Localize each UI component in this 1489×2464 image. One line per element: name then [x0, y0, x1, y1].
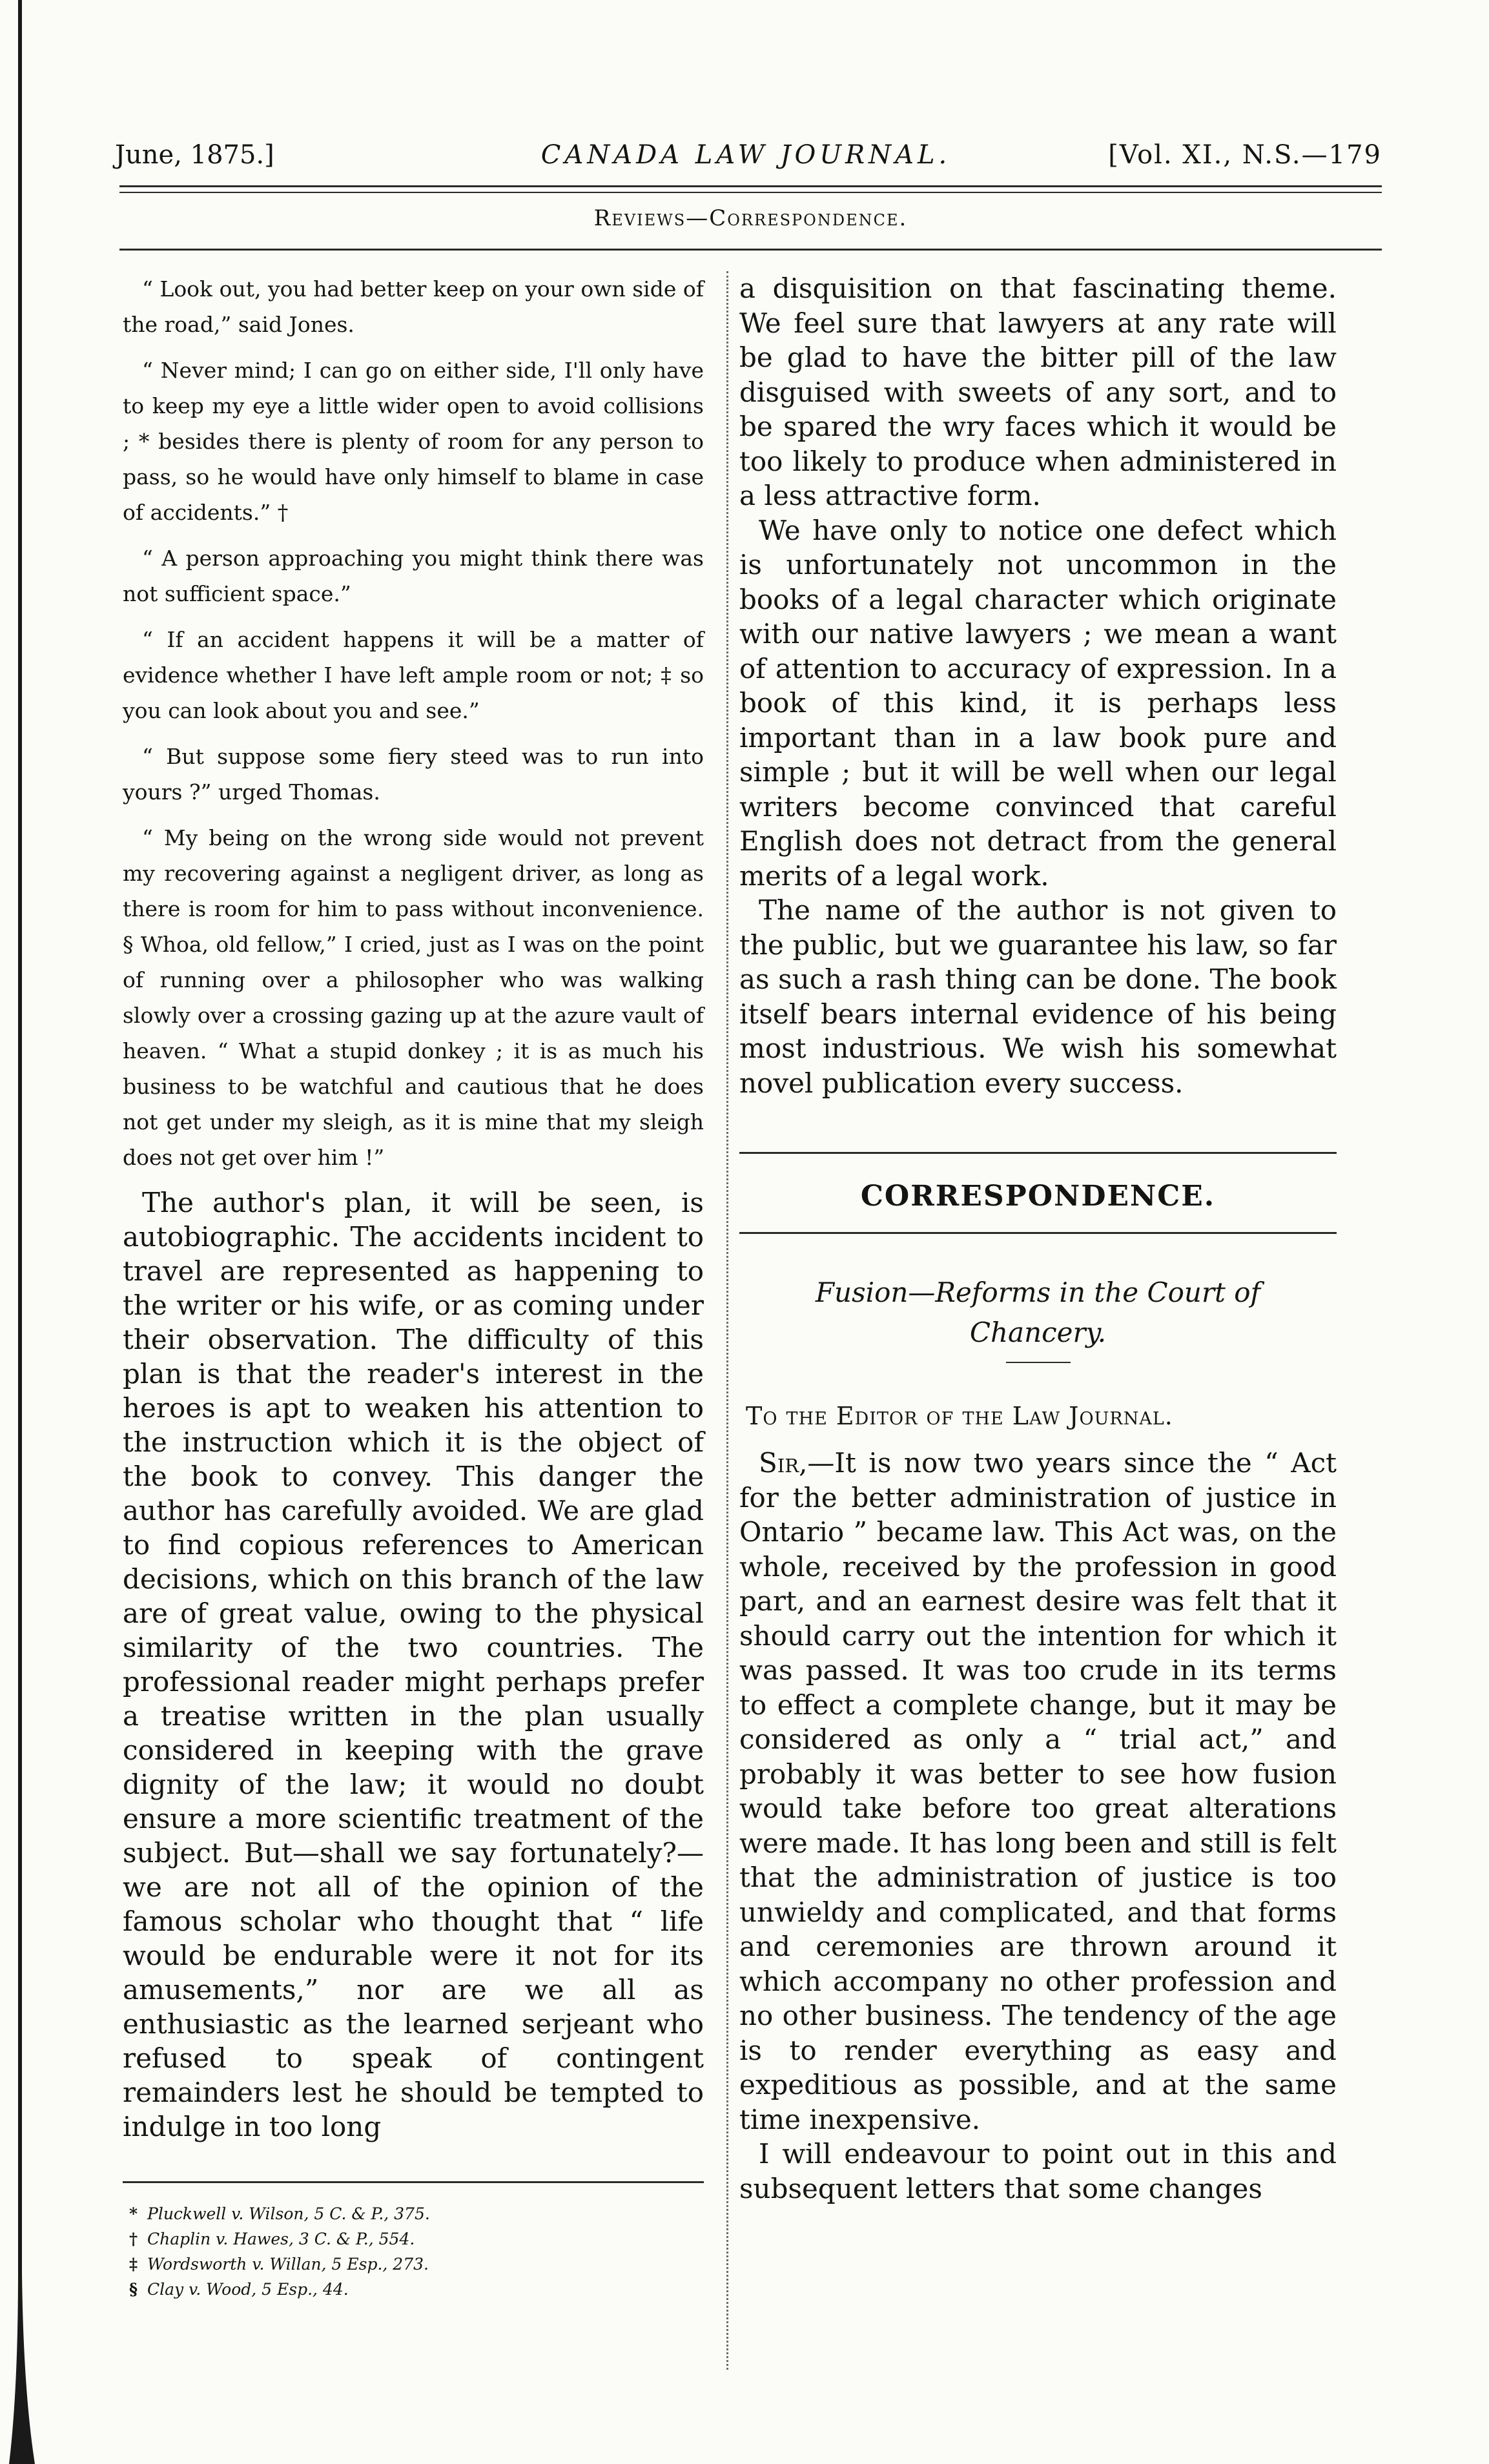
- volume-page-number: [Vol. XI., N.S.—179: [1108, 140, 1382, 170]
- section-heading: Reviews—Correspondence.: [593, 205, 908, 231]
- footnote: [123, 2277, 704, 2302]
- review-paragraph: We have only to notice one defect which is unfortunately not uncommon in the books of a legal character which originate with our native lawyers ; we mean a want of attention to accuracy of expression. In a book of this kind, it is perhaps less important than in a law book pure and simple ; but it will be well when our legal writers become convinced that careful English does not detract from the general merits of a legal work.: [739, 514, 1337, 892]
- review-paragraph: The author's plan, it will be seen, is autobiographic. The accidents incident to travel are represented as happening to the writer or his wife, or as coming under their observation. The difficulty of this plan is that the reader's interest in the heroes is apt to weaken his attention to the instruction which it is the object of the book to convey. This danger the author has carefully avoided. We are glad to find copious references to American decisions, which on this branch of the law are of great value, owing to the physical similarity of the two countries. The professional reader might perhaps prefer a treatise written in the plan usually considered in keeping with the grave dignity of the law; it would no doubt ensure a more scientific treatment of the subject. But—shall we say fortunately?—we are not all of the opinion of the famous scholar who thought that “ life would be endurable were it not for its amusements,” nor are we all as enthusiastic as the learned serjeant who refused to speak of contingent remainders lest he should be tempted to indulge in too long: [123, 1187, 704, 2142]
- footnote: [123, 2226, 704, 2252]
- letter-opening: Sir,: [759, 1447, 808, 1479]
- footnote-citation: Wordsworth v. Willan, 5 Esp., 273.: [147, 2255, 429, 2274]
- header-rule-bottom: [119, 192, 1382, 193]
- letter-paragraph: [739, 1446, 1337, 2137]
- dialogue-paragraph: “ But suppose some fiery steed was to run into yours ?” urged Thomas.: [123, 744, 704, 805]
- correspondence-heading: CORRESPONDENCE.: [860, 1180, 1216, 1213]
- letter-title: Fusion—Reforms in the Court of Chancery.: [815, 1277, 1261, 1348]
- right-column: [739, 271, 1337, 2206]
- review-paragraph: a disquisition on that fascinating theme. We feel sure that lawyers at any rate will be glad to have the bitter pill of the law disguised with sweets of any sort, and to be spared the wry faces which it would be too likely to produce when administered in a less attractive form.: [739, 272, 1337, 511]
- letter-title-rule: [1006, 1362, 1071, 1363]
- left-column: [123, 271, 704, 2302]
- issue-date: June, 1875.]: [115, 140, 274, 170]
- running-head: [110, 132, 1382, 178]
- correspondence-rule-top: [739, 1152, 1337, 1154]
- dialogue-paragraph: “ My being on the wrong side would not prevent my recovering against a negligent driver, as long as there is room for him to pass without inconvenience. § Whoa, old fellow,” I cried, just as I was on the point of running over a philosopher who was walking slowly over a crossing gazing up at the azure vault of heaven. “ What a stupid donkey ; it is as much his business to be watchful and cautious that he does not get under my sleigh, as it is mine that my sleigh does not get over him !”: [123, 825, 704, 1170]
- footnote: [123, 2201, 704, 2226]
- section-heading-rule: [119, 249, 1382, 251]
- header-rule-top: [119, 185, 1382, 187]
- binding-edge-shadow: [9, 0, 35, 2464]
- journal-title: CANADA LAW JOURNAL.: [540, 140, 951, 170]
- footnote-citation: Chaplin v. Hawes, 3 C. & P., 554.: [147, 2230, 415, 2248]
- dialogue-paragraph: “ A person approaching you might think there was not sufficient space.”: [123, 546, 704, 606]
- footnote-citation: Pluckwell v. Wilson, 5 C. & P., 375.: [147, 2204, 430, 2223]
- footnote-mark: §: [129, 2280, 138, 2299]
- footnote-mark: ‡: [129, 2255, 138, 2274]
- column-divider: [726, 271, 728, 2370]
- correspondence-rule-bottom: [739, 1232, 1337, 1234]
- letter-text: —It is now two years since the “ Act for the better administration of justice in Ontario ” became law. This Act was, on the whole, received by the profession in good part, and an earnest desire was felt that it should carry out the intention for which it was passed. It was too crude in its terms to effect a complete change, but it may be considered as only a “ trial act,” and probably it was better to see how fusion would take before too great alterations were made. It has long been and still is felt that the administration of justice is too unwieldy and complicated, and that forms and ceremonies are thrown around it which accompany no other profession and no other business. The tendency of the age is to render everything as easy and expeditious as possible, and at the same time inexpensive.: [739, 1447, 1337, 2135]
- dialogue-paragraph: “ If an accident happens it will be a matter of evidence whether I have left ample room or not; ‡ so you can look about you and see.”: [123, 627, 704, 723]
- dialogue-paragraph: “ Never mind; I can go on either side, I'll only have to keep my eye a little wider open to avoid collisions ; * besides there is plenty of room for any person to pass, so he would have only himself to blame in case of accidents.” †: [123, 358, 704, 525]
- letter-salutation: To the Editor of the Law Journal.: [746, 1402, 1173, 1430]
- review-paragraph: The name of the author is not given to the public, but we guarantee his law, so far as such a rash thing can be done. The book itself bears internal evidence of his being most industrious. We wish his somewhat novel publication every success.: [739, 894, 1337, 1099]
- dialogue-paragraph: “ Look out, you had better keep on your own side of the road,” said Jones.: [123, 276, 704, 337]
- footnote-rule: [123, 2181, 704, 2183]
- letter-paragraph: I will endeavour to point out in this and subsequent letters that some changes: [739, 2138, 1337, 2204]
- footnote-mark: †: [129, 2230, 138, 2248]
- footnote: [123, 2252, 704, 2277]
- footnote-mark: *: [129, 2204, 138, 2223]
- footnote-citation: Clay v. Wood, 5 Esp., 44.: [147, 2280, 349, 2299]
